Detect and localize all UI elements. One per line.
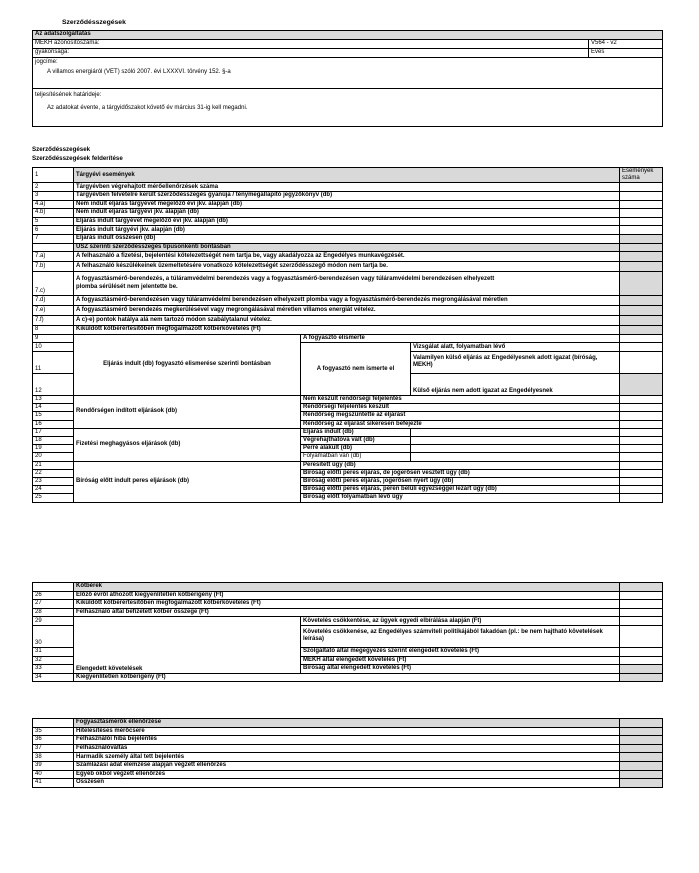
consumer-r11: Valamilyen külső eljárás az Engedélyesnek adott igazat (bíróság, MEKH) <box>411 351 620 373</box>
row-num: 6 <box>33 226 74 235</box>
payment-item: Folyamatban van (db) <box>301 453 411 461</box>
row-num: 5 <box>33 217 74 226</box>
police-group-label: Rendőrségen indított eljárások (db) <box>74 395 301 428</box>
waived-item: Bíróság által elengedett követelés (Ft) <box>301 665 620 674</box>
value-cell[interactable] <box>620 373 663 395</box>
row-num: 31 <box>33 647 74 656</box>
row-num: 7.c) <box>33 272 74 296</box>
value-cell[interactable] <box>620 625 663 647</box>
row-num: 9 <box>33 334 74 343</box>
court-item: Bíróság előtti peres eljárás, jogerősen nyert ügy (db) <box>301 477 620 485</box>
row-num: 27 <box>33 600 74 609</box>
value-cell[interactable] <box>620 217 663 226</box>
row-num: 7 <box>33 234 74 243</box>
penalty-title: Kötbérek <box>74 583 620 592</box>
row-num: 23 <box>33 477 74 485</box>
value-cell[interactable] <box>620 436 663 444</box>
row-text: Eljárás indult tárgyévi jkv. alapján (db) <box>74 226 620 235</box>
meter-table <box>32 718 663 788</box>
police-item: Rendőrségi feljelentés készült <box>301 404 620 412</box>
row-num: 15 <box>33 412 74 420</box>
freq-label: gyakorisága: <box>33 49 589 58</box>
row-num: 7.b) <box>33 262 74 272</box>
row-text: Nem indult eljárás tárgyévet megelőző évi jkv. alapján (db) <box>74 200 620 209</box>
section1-title: Szerződésszegések <box>32 146 91 153</box>
row-text: Hitelesítéses mérőcsere <box>74 727 620 736</box>
row-num: 16 <box>33 420 74 428</box>
row-text: Kiküldött kötbérértesítőben megfogalmazott kötbérkövetelés (Ft) <box>74 600 620 609</box>
value-cell[interactable] <box>620 192 663 201</box>
row-text: Eljárás indult összesen (db) <box>74 234 620 243</box>
value-cell[interactable] <box>620 486 663 494</box>
court-item: Bíróság előtt folyamatban lévő ügy <box>301 494 620 502</box>
row-num: 30 <box>33 625 74 647</box>
police-item: Rendőrség megszüntette az eljárást <box>301 412 620 420</box>
row-text: Számlázási adat elemzése alapján végzett ellenőrzés <box>74 761 620 770</box>
row-num: 10 <box>33 343 74 352</box>
row-text: Nem indult eljárás tárgyévi jkv. alapján (db) <box>74 209 620 218</box>
row-text: Harmadik személy által tett bejelentés <box>74 753 620 762</box>
row-num: 2 <box>33 183 74 192</box>
section1-subtitle: Szerződésszegések felderítése <box>32 155 123 162</box>
value-cell[interactable] <box>620 226 663 235</box>
row-text: A felhasználó a fizetési, bejelentési kötelezettségét nem tartja be, vagy akadályozza az Engedélyes munkavégzését. <box>74 252 620 262</box>
row-num: 8 <box>33 326 74 335</box>
value-cell[interactable] <box>620 753 663 762</box>
value-cell[interactable] <box>620 262 663 272</box>
row-num: 21 <box>33 461 74 469</box>
row-num: 3 <box>33 192 74 201</box>
mekh-value: V564 - v2 <box>589 40 663 49</box>
value-cell[interactable] <box>620 420 663 428</box>
police-item: Rendőrség az eljárást sikeresen befejezte <box>301 420 620 428</box>
row-text: Tárgyévi események <box>74 168 620 183</box>
row-num: 41 <box>33 779 74 788</box>
value-cell[interactable] <box>620 744 663 753</box>
value-cell[interactable] <box>620 600 663 609</box>
row-num: 32 <box>33 656 74 665</box>
row-num: 18 <box>33 436 74 444</box>
legal-label: jogcíme: <box>35 59 58 65</box>
row-num: 37 <box>33 744 74 753</box>
row-num: 7.e) <box>33 306 74 316</box>
value-cell[interactable] <box>620 351 663 373</box>
value-cell[interactable] <box>620 252 663 262</box>
value-cell[interactable] <box>620 296 663 306</box>
value-cell[interactable] <box>620 761 663 770</box>
row-text-cont: plomba sérülését nem jelentette be. <box>76 283 178 290</box>
value-cell[interactable] <box>620 647 663 656</box>
value-cell[interactable] <box>620 404 663 412</box>
court-item: Bíróság előtti peres eljárás, peren belüli egyezséggel lezárt ügy (db) <box>301 486 620 494</box>
row-num: 11 <box>33 351 74 373</box>
value-cell[interactable] <box>620 183 663 192</box>
value-cell[interactable] <box>620 445 663 453</box>
col-count-header: Események száma <box>620 168 663 183</box>
value-cell[interactable] <box>620 209 663 218</box>
row-num: 14 <box>33 404 74 412</box>
row-text: A felhasználó készülékeinek üzemeltetésére vonatkozó kötelezettségét szerződésszegő módon nem tartja be. <box>74 262 620 272</box>
freq-value: Éves <box>589 49 663 58</box>
value-cell[interactable] <box>620 461 663 469</box>
waived-item: Szolgáltató által megegyezés szerint elengedett követelés (Ft) <box>301 647 620 656</box>
header-section: Az adatszolgáltatás <box>33 31 663 40</box>
row-text: Egyéb okból végzett ellenőrzés <box>74 770 620 779</box>
row-text: Előző évről áthozott kiegyenlítetlen kötbérigény (Ft) <box>74 591 620 600</box>
value-cell[interactable] <box>620 200 663 209</box>
row-num: 7.d) <box>33 296 74 306</box>
row-text: Kiküldött kötbérértesítőben megfogalmazott kötbérkövetelés (Ft) <box>74 326 620 335</box>
deadline-value: Az adatokat évente, a tárgyidőszakot követő év március 31-ig kell megadni. <box>47 105 248 112</box>
mekh-label: MEKH azonosítószáma: <box>33 40 589 49</box>
consumer-r12: Külső eljárás nem adott igazat az Engedélyesnek <box>411 373 620 395</box>
value-cell[interactable] <box>620 428 663 436</box>
row-text: Összesen <box>74 779 620 788</box>
row-num: 34 <box>33 673 74 682</box>
waived-item: Követelés csökkenése, az Engedélyes számviteli politikájából fakadóan (pl.: be nem hajtható követelések leírása) <box>301 625 620 647</box>
consumer-r10: Vizsgálat alatt, folyamatban lévő <box>411 343 620 352</box>
row-text: Tárgyévben felvételre került szerződésszegés gyanúja / ténymegállapító jegyzőkönyv (db) <box>74 192 620 201</box>
usz-title: ÜSZ szerinti szerződésszegés típusonkénti bontásban <box>74 243 620 252</box>
police-item: Nem készült rendőrségi feljelentés <box>301 395 620 403</box>
header-table <box>32 30 663 127</box>
row-num: 25 <box>33 494 74 502</box>
waived-item: MEKH által elengedett követelés (Ft) <box>301 656 620 665</box>
consumer-not-ack: A fogyasztó nem ismerte el <box>301 343 411 396</box>
row-text: Eljárás indult tárgyévet megelőző évi jkv. alapján (db) <box>74 217 620 226</box>
value-cell[interactable] <box>620 334 663 343</box>
row-num: 38 <box>33 753 74 762</box>
value-cell[interactable] <box>620 779 663 788</box>
row-text: Felhasználói hiba bejelentés <box>74 736 620 745</box>
value-cell[interactable] <box>620 727 663 736</box>
value-cell[interactable] <box>620 316 663 326</box>
value-cell[interactable] <box>620 326 663 335</box>
value-cell[interactable] <box>620 617 663 626</box>
value-cell <box>620 234 663 243</box>
row-text: A fogyasztásmérő-berendezés, a túláramvédelmi berendezés vagy a fogyasztásmérő-berendezésen vagy túláramvédelmi berendezésen elhelyezett <box>76 276 495 283</box>
consumer-group-label: Eljárás indult (db) fogyasztó elismerése szerinti bontásban <box>74 334 301 395</box>
waived-item: Követelés csökkentése, az ügyek egyedi elbírálása alapján (Ft) <box>301 617 620 626</box>
value-cell[interactable] <box>620 453 663 461</box>
payment-item: Végrehajthatóvá vált (db) <box>301 436 411 444</box>
payment-group-label: Fizetési meghagyásos eljárások (db) <box>74 428 301 461</box>
meter-title: Fogyasztásmérők ellenőrzése <box>74 719 620 728</box>
value-cell[interactable] <box>620 272 663 296</box>
value-cell[interactable] <box>620 673 663 682</box>
value-cell[interactable] <box>620 665 663 674</box>
court-group-label: Bíróság előtt indult peres eljárások (db) <box>74 461 301 502</box>
value-cell[interactable] <box>620 608 663 617</box>
court-item: Peresített ügy (db) <box>301 461 620 469</box>
row-text: Kiegyenlítetlen kötbérigény (Ft) <box>74 673 620 682</box>
value-cell[interactable] <box>620 306 663 316</box>
penalty-table <box>32 582 663 682</box>
row-num: 22 <box>33 469 74 477</box>
row-num: 7.f) <box>33 316 74 326</box>
row-num: 12 <box>33 373 74 395</box>
row-num: 4.a) <box>33 200 74 209</box>
consumer-acknowledged: A fogyasztó elismerte <box>301 334 620 343</box>
row-num: 40 <box>33 770 74 779</box>
value-cell[interactable] <box>620 412 663 420</box>
row-text: Felhasználó által befizetett kötbér összege (Ft) <box>74 608 620 617</box>
value-cell[interactable] <box>620 656 663 665</box>
row-text: Tárgyévben végrehajtott mérőellenőrzések száma <box>74 183 620 192</box>
value-cell[interactable] <box>620 770 663 779</box>
row-text: A fogyasztásmérő-berendezésen vagy túláramvédelmi berendezésen elhelyezett plomba vagy a fogyasztásmérő-berendezés megrongálásával méretlen <box>74 296 620 306</box>
row-num: 36 <box>33 736 74 745</box>
value-cell[interactable] <box>620 736 663 745</box>
main-table <box>32 167 663 503</box>
row-num: 13 <box>33 395 74 403</box>
row-num: 28 <box>33 608 74 617</box>
row-num: 26 <box>33 591 74 600</box>
value-cell[interactable] <box>620 395 663 403</box>
row-text: A c)-e) pontok hatálya alá nem tartozó módon szabálytalanul vételez. <box>74 316 620 326</box>
row-num: 33 <box>33 665 74 674</box>
legal-value: A villamos energiáról (VET) szóló 2007. évi LXXXVI. törvény 152. §-a <box>47 69 231 76</box>
court-item: Bíróság előtti peres eljárás, de jogerősen vesztett ügy (db) <box>301 469 620 477</box>
value-cell[interactable] <box>620 494 663 502</box>
value-cell[interactable] <box>620 477 663 485</box>
waived-label: Elengedett követelések <box>74 617 301 673</box>
value-cell[interactable] <box>620 591 663 600</box>
row-num: 17 <box>33 428 74 436</box>
value-cell[interactable] <box>620 469 663 477</box>
row-num: 35 <box>33 727 74 736</box>
row-text: A fogyasztásmérő berendezés megkerülésével vagy megrongálásával méretlen villamos energiát vételez. <box>74 306 620 316</box>
row-num: 19 <box>33 445 74 453</box>
deadline-label: teljesítésének határideje: <box>35 92 102 98</box>
row-num: 4.b) <box>33 209 74 218</box>
row-num: 20 <box>33 453 74 461</box>
row-num: 7.a) <box>33 252 74 262</box>
row-num: 24 <box>33 486 74 494</box>
row-text: Felhasználóváltás <box>74 744 620 753</box>
row-num: 39 <box>33 761 74 770</box>
payment-item: Perré alakult (db) <box>301 445 411 453</box>
row-num: 1 <box>33 168 74 183</box>
row-num: 29 <box>33 617 74 626</box>
form-title: Szerződésszegések <box>62 19 126 26</box>
value-cell[interactable] <box>620 343 663 352</box>
payment-item: Eljárás indult (db) <box>301 428 411 436</box>
